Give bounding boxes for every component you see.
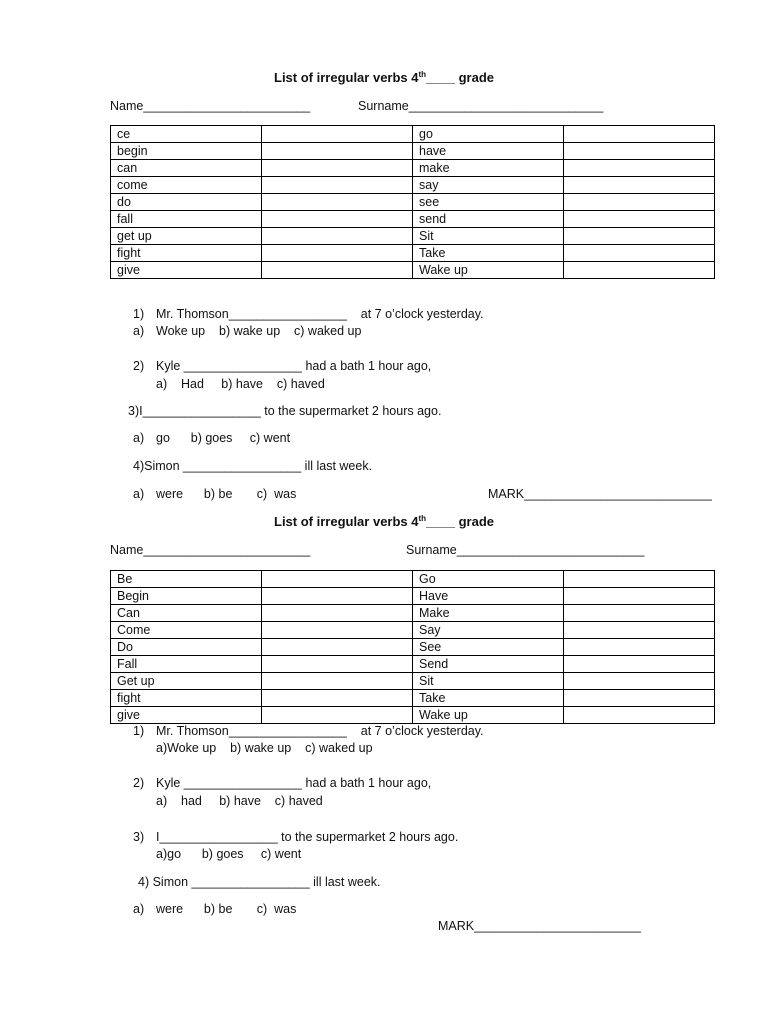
verb-cell: can <box>111 160 262 177</box>
verb-cell: Can <box>111 605 262 622</box>
verb-cell: Have <box>413 588 564 605</box>
verb-cell: make <box>413 160 564 177</box>
verb-cell: Sit <box>413 673 564 690</box>
answer-cell[interactable] <box>564 690 715 707</box>
verb-cell: Begin <box>111 588 262 605</box>
table-row <box>111 673 715 690</box>
verb-cell: fight <box>111 245 262 262</box>
answer-cell[interactable] <box>564 143 715 160</box>
answer-cell[interactable] <box>564 639 715 656</box>
verb-cell: Come <box>111 622 262 639</box>
table-row <box>111 245 715 262</box>
table-row <box>111 622 715 639</box>
table-row <box>111 194 715 211</box>
answer-cell[interactable] <box>564 160 715 177</box>
sheet2-verb-table <box>110 570 715 724</box>
table-row <box>111 639 715 656</box>
answer-cell[interactable] <box>262 605 413 622</box>
answer-cell[interactable] <box>564 177 715 194</box>
answer-cell[interactable] <box>262 707 413 724</box>
sheet2-q1-number: 1) <box>133 724 145 738</box>
verb-cell: Go <box>413 571 564 588</box>
answer-cell[interactable] <box>564 656 715 673</box>
sheet2-name-field[interactable]: Name________________________ <box>110 543 311 557</box>
sheet1-q3-option-label: a) <box>133 431 145 445</box>
verb-cell: Do <box>111 639 262 656</box>
answer-cell[interactable] <box>262 126 413 143</box>
verb-cell: give <box>111 262 262 279</box>
answer-cell[interactable] <box>564 211 715 228</box>
answer-cell[interactable] <box>262 690 413 707</box>
answer-cell[interactable] <box>564 262 715 279</box>
sheet1-q1-options[interactable]: Woke up b) wake up c) waked up <box>156 324 362 338</box>
sheet2-q4-option-label: a) <box>133 902 145 916</box>
verb-cell: begin <box>111 143 262 160</box>
sheet2-q4-text[interactable]: 4) Simon _________________ ill last week. <box>138 875 381 889</box>
answer-cell[interactable] <box>564 605 715 622</box>
answer-cell[interactable] <box>564 571 715 588</box>
sheet1-q2-text[interactable]: Kyle _________________ had a bath 1 hour ago, <box>156 359 432 373</box>
table-row <box>111 143 715 160</box>
verb-cell: Fall <box>111 656 262 673</box>
verb-cell: do <box>111 194 262 211</box>
verb-cell: Make <box>413 605 564 622</box>
sheet2-mark-field[interactable]: MARK________________________ <box>438 919 641 933</box>
table-row <box>111 262 715 279</box>
answer-cell[interactable] <box>262 262 413 279</box>
verb-cell: Take <box>413 690 564 707</box>
sheet2-q3-text[interactable]: I_________________ to the supermarket 2 hours ago. <box>156 830 459 844</box>
verb-cell: get up <box>111 228 262 245</box>
sheet1-q2-options[interactable]: a) Had b) have c) haved <box>156 377 325 391</box>
sheet2-q2-text[interactable]: Kyle _________________ had a bath 1 hour ago, <box>156 776 432 790</box>
verb-cell: Wake up <box>413 262 564 279</box>
answer-cell[interactable] <box>262 673 413 690</box>
sheet1-q1-text[interactable]: Mr. Thomson_________________ at 7 o’clock yesterday. <box>156 307 484 321</box>
verb-cell: Wake up <box>413 707 564 724</box>
table-row <box>111 656 715 673</box>
verb-cell: See <box>413 639 564 656</box>
verb-cell: come <box>111 177 262 194</box>
answer-cell[interactable] <box>564 126 715 143</box>
sheet1-q1-number: 1) <box>133 307 145 321</box>
sheet1-title: List of irregular verbs 4th____ grade <box>274 70 494 85</box>
verb-cell: have <box>413 143 564 160</box>
verb-cell: ce <box>111 126 262 143</box>
sheet2-q2-number: 2) <box>133 776 145 790</box>
answer-cell[interactable] <box>262 211 413 228</box>
sheet2-title: List of irregular verbs 4th____ grade <box>274 514 494 529</box>
table-row <box>111 571 715 588</box>
sheet1-q2-number: 2) <box>133 359 145 373</box>
answer-cell[interactable] <box>564 245 715 262</box>
sheet1-q4-option-label: a) <box>133 487 145 501</box>
verb-cell: Sit <box>413 228 564 245</box>
sheet2-q1-text[interactable]: Mr. Thomson_________________ at 7 o’clock yesterday. <box>156 724 484 738</box>
answer-cell[interactable] <box>262 177 413 194</box>
sheet2-q3-number: 3) <box>133 830 145 844</box>
answer-cell[interactable] <box>262 194 413 211</box>
table-row <box>111 177 715 194</box>
verb-cell: fall <box>111 211 262 228</box>
verb-cell: go <box>413 126 564 143</box>
sheet1-q3-options[interactable]: go b) goes c) went <box>156 431 291 445</box>
answer-cell[interactable] <box>564 228 715 245</box>
verb-cell: Send <box>413 656 564 673</box>
answer-cell[interactable] <box>262 160 413 177</box>
answer-cell[interactable] <box>262 639 413 656</box>
table-row <box>111 707 715 724</box>
sheet1-name-field[interactable]: Name________________________ <box>110 99 311 113</box>
answer-cell[interactable] <box>564 673 715 690</box>
verb-cell: see <box>413 194 564 211</box>
verb-cell: send <box>413 211 564 228</box>
table-row <box>111 605 715 622</box>
sheet1-q4-text[interactable]: 4)Simon _________________ ill last week. <box>133 459 373 473</box>
verb-cell: fight <box>111 690 262 707</box>
answer-cell[interactable] <box>262 571 413 588</box>
table-row <box>111 211 715 228</box>
sheet1-q1-option-label: a) <box>133 324 145 338</box>
answer-cell[interactable] <box>262 656 413 673</box>
sheet1-mark-field[interactable]: MARK___________________________ <box>488 487 712 501</box>
table-row <box>111 126 715 143</box>
sheet2-q2-options[interactable]: a) had b) have c) haved <box>156 794 323 808</box>
verb-cell: Take <box>413 245 564 262</box>
answer-cell[interactable] <box>262 622 413 639</box>
answer-cell[interactable] <box>564 588 715 605</box>
answer-cell[interactable] <box>564 707 715 724</box>
answer-cell[interactable] <box>564 622 715 639</box>
answer-cell[interactable] <box>262 245 413 262</box>
verb-cell: give <box>111 707 262 724</box>
verb-cell: Be <box>111 571 262 588</box>
sheet1-q4-options[interactable]: were b) be c) was <box>156 487 297 501</box>
verb-cell: say <box>413 177 564 194</box>
table-row <box>111 160 715 177</box>
sheet1-q3-text[interactable]: 3)I_________________ to the supermarket 2 hours ago. <box>128 404 442 418</box>
answer-cell[interactable] <box>564 194 715 211</box>
verb-cell: Get up <box>111 673 262 690</box>
table-row <box>111 228 715 245</box>
sheet2-q3-options[interactable]: a)go b) goes c) went <box>156 847 302 861</box>
sheet2-q1-options[interactable]: a)Woke up b) wake up c) waked up <box>156 741 373 755</box>
answer-cell[interactable] <box>262 143 413 160</box>
table-row <box>111 690 715 707</box>
verb-cell: Say <box>413 622 564 639</box>
sheet2-surname-field[interactable]: Surname___________________________ <box>406 543 645 557</box>
answer-cell[interactable] <box>262 588 413 605</box>
answer-cell[interactable] <box>262 228 413 245</box>
sheet2-q4-options[interactable]: were b) be c) was <box>156 902 297 916</box>
sheet1-surname-field[interactable]: Surname____________________________ <box>358 99 604 113</box>
table-row <box>111 588 715 605</box>
sheet1-verb-table <box>110 125 715 279</box>
